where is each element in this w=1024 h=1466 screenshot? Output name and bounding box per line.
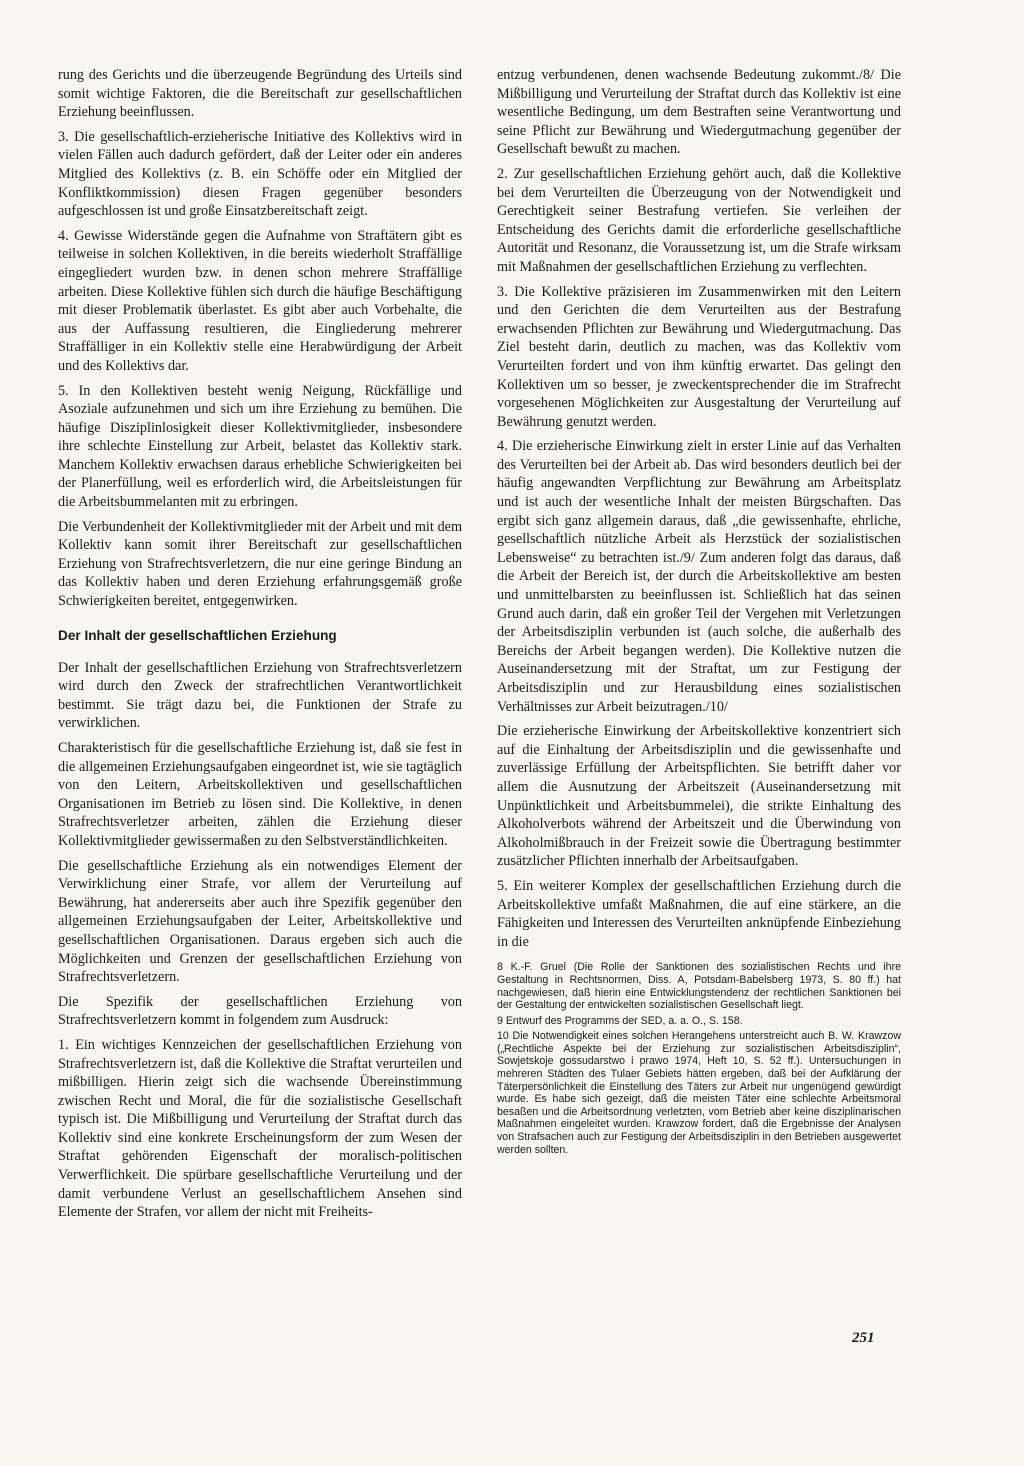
footnote-8: 8 K.-F. Gruel (Die Rolle der Sanktionen des sozialistischen Rechts und ihre Gestaltung in Rechtsnormen, Diss. A, Potsdam-Babelsberg 1973, S. 80 ff.) hat nachgewiesen, daß hierin eine Entwicklungstendenz der rechtlichen Sanktionen bei der Gestaltung der entwickelten sozialistischen Gesellschaft liegt. [497, 961, 901, 1012]
paragraph: Die gesellschaftliche Erziehung als ein notwendiges Element der Verwirklichung einer Strafe, vor allem der Verurteilung auf Bewährung, hat andererseits aber auch ihre Spezifik gegenüber den allgemeinen Erziehungsaufgaben der Leiter, Arbeitskollektive und gesellschaftlichen Organisationen. Daraus ergeben sich auch die Möglichkeiten und Grenzen der gesellschaftlichen Erziehung von Strafrechtsverletzern. [58, 857, 462, 986]
paragraph: Charakteristisch für die gesellschaftliche Erziehung ist, daß sie fest in die allgemeinen Erziehungsaufgaben eingeordnet ist, wie sie tagtäglich von den Leitern, Arbeitskollektiven und gesellschaftlichen Organisationen im Betrieb zu lösen sind. Die Kollektive, in denen Strafrechtsverletzer arbeiten, zählen die Erziehung dieser Kollektivmitglieder gewissermaßen zu den Selbstverständlichkeiten. [58, 740, 462, 849]
paragraph: entzug verbundenen, denen wachsende Bedeutung zukommt./8/ Die Mißbilligung und Verurteilung der Straftat durch das Kollektiv ist eine wesentliche Bedingung, um dem Bestraften seine Verantwortung und seine Pflicht zur Bewährung und Wiedergutmachung gegenüber der Gesellschaft bewußt zu machen. [497, 67, 901, 158]
paragraph: Die erzieherische Einwirkung der Arbeitskollektive konzentriert sich auf die Einhaltung der Arbeitsdisziplin und die gewissenhafte und zuverlässige Erfüllung der Arbeitspflichten. Sie betrifft daher vor allem die Ausnutzung der Arbeitszeit (Auseinandersetzung mit Unpünktlichkeit und Arbeitsbummelei), die strikte Einhaltung des Alkoholverbots während der Arbeitszeit und die Überwindung von Alkoholmißbrauch in der Freizeit sowie die Übertragung bestimmter zusätzlicher Pflichten innerhalb der Arbeitsaufgaben. [497, 723, 901, 870]
paragraph: 3. Die gesellschaftlich-erzieherische Initiative des Kollektivs wird in vielen Fällen auch dadurch gefördert, daß der Leiter oder ein anderes Mitglied des Kollektivs (z. B. ein Schöffe oder ein Mitglied der Konfliktkommission) diesen Fragen gegenüber besonders aufgeschlossen ist und große Einsatzbereitschaft zeigt. [58, 128, 462, 220]
right-column [497, 66, 901, 1159]
paragraph: Die Spezifik der gesellschaftlichen Erziehung von Strafrechtsverletzern kommt in folgendem zum Ausdruck: [58, 993, 462, 1029]
footnotes [497, 961, 901, 1156]
paragraph: 4. Die erzieherische Einwirkung zielt in erster Linie auf das Verhalten des Verurteilten bei der Arbeit ab. Das wird besonders deutlich bei der häufig angewandten Verpflichtung zur Bewährung am Arbeitsplatz und ist auch der wesentliche Inhalt der meisten Bürgschaften. Das ergibt sich ganz allgemein daraus, daß „die gewissenhafte, ehrliche, gesellschaftlich nützliche Arbeit als Herzstück der sozialistischen Lebensweise“ zu betrachten ist./9/ Zum anderen folgt das daraus, daß die Arbeit der Bereich ist, der durch die Arbeitskollektive am besten und unmittelbarsten zu beeinflussen ist. Schließlich hat das seinen Grund auch darin, daß ein großer Teil der Vergehen mit Verletzungen der Arbeitsdisziplin verbunden ist (auch solche, die außerhalb des Bereichs der Arbeit begangen werden). Die Kollektive nutzen die Auseinandersetzung mit der Straftat, um zur Festigung der Arbeitsdisziplin und zur Herausbildung eines sozialistischen Verhältnisses zur Arbeit beizutragen./10/ [497, 438, 901, 715]
paragraph: 5. Ein weiterer Komplex der gesellschaftlichen Erziehung durch die Arbeitskollektive umfaßt Maßnahmen, die auf eine stärkere, an die Fähigkeiten und Interessen des Verurteilten anknüpfende Einbeziehung in die [497, 877, 901, 950]
paragraph: 2. Zur gesellschaftlichen Erziehung gehört auch, daß die Kollektive bei dem Verurteilten die Überzeugung von der Notwendigkeit und Gerechtigkeit seiner Bestrafung vertiefen. Sie verleihen der Entscheidung des Gerichts damit die erforderliche gesellschaftliche Autorität und Resonanz, die Voraussetzung ist, um die Strafe wirksam mit Maßnahmen der gesellschaftlichen Erziehung zu verflechten. [497, 165, 901, 275]
paragraph: Der Inhalt der gesellschaftlichen Erziehung von Strafrechtsverletzern wird durch den Zweck der strafrechtlichen Verantwortlichkeit bestimmt. Sie trägt dazu bei, die Funktionen der Strafe zu verwirklichen. [58, 659, 462, 732]
paragraph: 3. Die Kollektive präzisieren im Zusammenwirken mit den Leitern und den Gerichten die dem Verurteilten aus der Bestrafung erwachsenden Pflichten zur Bewährung und Wiedergutmachung. Das Ziel besteht darin, deutlich zu machen, was das Kollektiv vom Verurteilten fordert und von ihm künftig erwartet. Das gelingt den Kollektiven um so besser, je zweckentsprechender die im Strafrecht vorgesehenen Möglichkeiten zur Ausgestaltung der Verurteilung auf Bewährung genutzt werden. [497, 283, 901, 430]
section-heading: Der Inhalt der gesellschaftlichen Erziehung [58, 627, 337, 643]
page-number: 251 [852, 1330, 875, 1346]
paragraph: rung des Gerichts und die überzeugende Begründung des Urteils sind somit wichtige Faktoren, die die Bereitschaft zur gesellschaftlichen Erziehung beeinflussen. [58, 67, 462, 121]
left-column [58, 66, 462, 1228]
footnote-10: 10 Die Notwendigkeit eines solchen Herangehens unterstreicht auch B. W. Krawzow („Rechtliche Aspekte bei der Erziehung zur sozialistischen Arbeitsdisziplin“, Sowjetskoje gossudarstwo i prawo 1974, Heft 10, S. 52 ff.). Untersuchungen in mehreren Städten des Tulaer Gebiets hätten ergeben, daß bei der Aufklärung der Täterpersönlichkeit die Einstellung des Täters zur Arbeit nur ungenügend gewürdigt wurde. Es habe sich gezeigt, daß die meisten Täter eine schlechte Arbeitsmoral besaßen und die Arbeitsordnung verletzten, vom Betrieb aber keine disziplinarischen Maßnahmen eingeleitet wurden. Krawzow fordert, daß die Ergebnisse der Analysen von Strafsachen auch zur Festigung der Arbeitsdisziplin in den Betrieben ausgewertet werden sollten. [497, 1030, 901, 1156]
paragraph: Die Verbundenheit der Kollektivmitglieder mit der Arbeit und mit dem Kollektiv kann somit ihrer Bereitschaft zur gesellschaftlichen Erziehung von Strafrechtsverletzern, die nur eine geringe Bindung an das Kollektiv haben und deren Erziehung erfahrungsgemäß große Schwierigkeiten bereitet, entgegenwirken. [58, 518, 462, 610]
paragraph: 1. Ein wichtiges Kennzeichen der gesellschaftlichen Erziehung von Strafrechtsverletzern ist, daß die Kollektive die Straftat verurteilen und mißbilligen. Hierin zeigt sich die wachsende Übereinstimmung zwischen Recht und Moral, die für die sozialistische Gesellschaft typisch ist. Die Mißbilligung und Verurteilung der Straftat durch das Kollektiv sind eine konkrete Erscheinungsform der zum Wesen der Straftat gehörenden Eigenschaft der moralisch-politischen Verwerflichkeit. Die spürbare gesellschaftliche Verurteilung und der damit verbundene Verlust an gesellschaftlichem Ansehen sind Elemente der Strafen, vor allem der nicht mit Freiheits- [58, 1036, 462, 1221]
footnote-9: 9 Entwurf des Programms der SED, a. a. O., S. 158. [497, 1014, 743, 1027]
paragraph: 5. In den Kollektiven besteht wenig Neigung, Rückfällige und Asoziale aufzunehmen und sich um ihre Erziehung zu bemühen. Die häufige Disziplinlosigkeit dieser Kollektivmitglieder, insbesondere ihre schlechte Einstellung zur Arbeit, belastet das Kollektiv stark. Manchem Kollektiv erwachsen daraus erhebliche Schwierigkeiten bei der Planerfüllung, weil es erforderlich wird, die Arbeitsleistungen für die Arbeitsbummelanten mit zu erbringen. [58, 382, 462, 511]
paragraph: 4. Gewisse Widerstände gegen die Aufnahme von Straftätern gibt es teilweise in solchen Kollektiven, in die bereits wiederholt Straffällige eingegliedert wurden bzw. in denen schon mehrere Straffällige arbeiten. Diese Kollektive fühlen sich durch die häufige Beschäftigung mit dieser Problematik überlastet. Es gibt aber auch Vorbehalte, die aus der Auffassung resultieren, die Eingliederung mehrerer Straffälliger in ein Kollektiv stelle eine Herabwürdigung der Arbeit und des Kollektivs dar. [58, 227, 462, 374]
